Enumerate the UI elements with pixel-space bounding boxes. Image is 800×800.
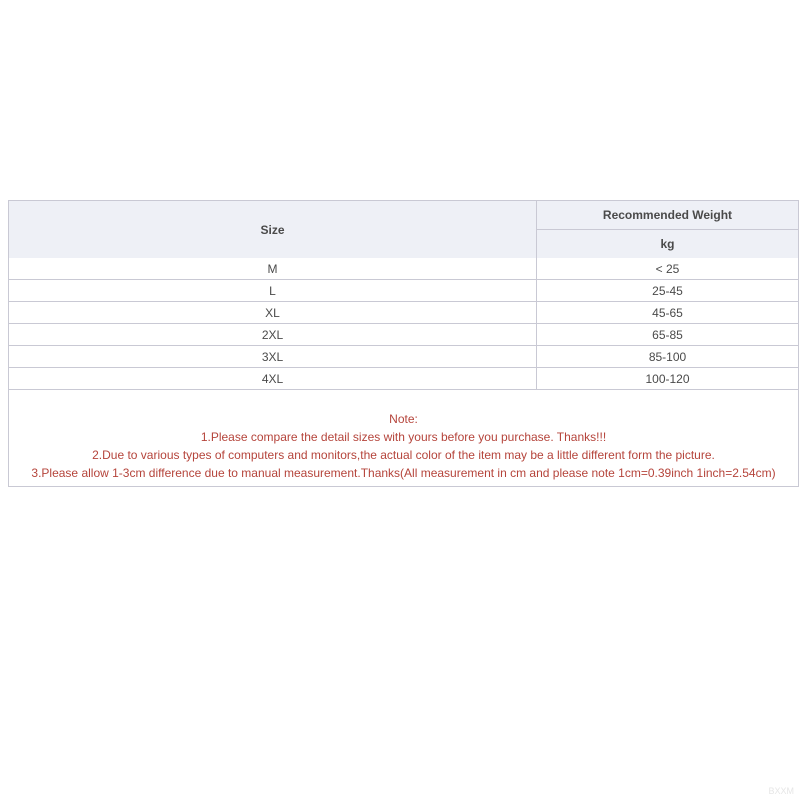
size-cell: M — [9, 258, 537, 280]
size-cell: L — [9, 280, 537, 302]
weight-cell: 85-100 — [537, 346, 799, 368]
notes-section — [9, 389, 798, 486]
weight-unit-header: kg — [537, 230, 799, 259]
weight-cell: 45-65 — [537, 302, 799, 324]
table-row — [9, 324, 798, 346]
weight-column-header: Recommended Weight — [537, 201, 799, 230]
weight-cell: < 25 — [655, 261, 680, 276]
weight-cell: 100-120 — [537, 368, 799, 390]
weight-cell: 25-45 — [537, 280, 799, 302]
note-line: 3.Please allow 1-3cm difference due to manual measurement.Thanks(All measurement in cm and please note 1cm=0.39inch 1inch=2.54cm) — [31, 466, 776, 480]
table-row — [9, 368, 798, 390]
table-row — [9, 258, 798, 280]
weight-cell: 65-85 — [537, 324, 799, 346]
note-line: 2.Due to various types of computers and monitors,the actual color of the item may be a little different form the picture. — [92, 448, 715, 462]
size-cell: 4XL — [9, 368, 537, 390]
size-cell: XL — [9, 302, 537, 324]
notes-title: Note: — [389, 412, 418, 426]
watermark: BXXM — [768, 786, 794, 796]
table-row — [9, 346, 798, 368]
size-chart — [8, 200, 799, 487]
table-row — [9, 302, 798, 324]
note-line: 1.Please compare the detail sizes with yours before you purchase. Thanks!!! — [200, 430, 607, 444]
table-row — [9, 280, 798, 302]
size-table — [9, 201, 798, 389]
size-cell: 2XL — [9, 324, 537, 346]
table-header-row — [9, 201, 798, 230]
size-column-header: Size — [9, 201, 537, 258]
size-cell: 3XL — [9, 346, 537, 368]
